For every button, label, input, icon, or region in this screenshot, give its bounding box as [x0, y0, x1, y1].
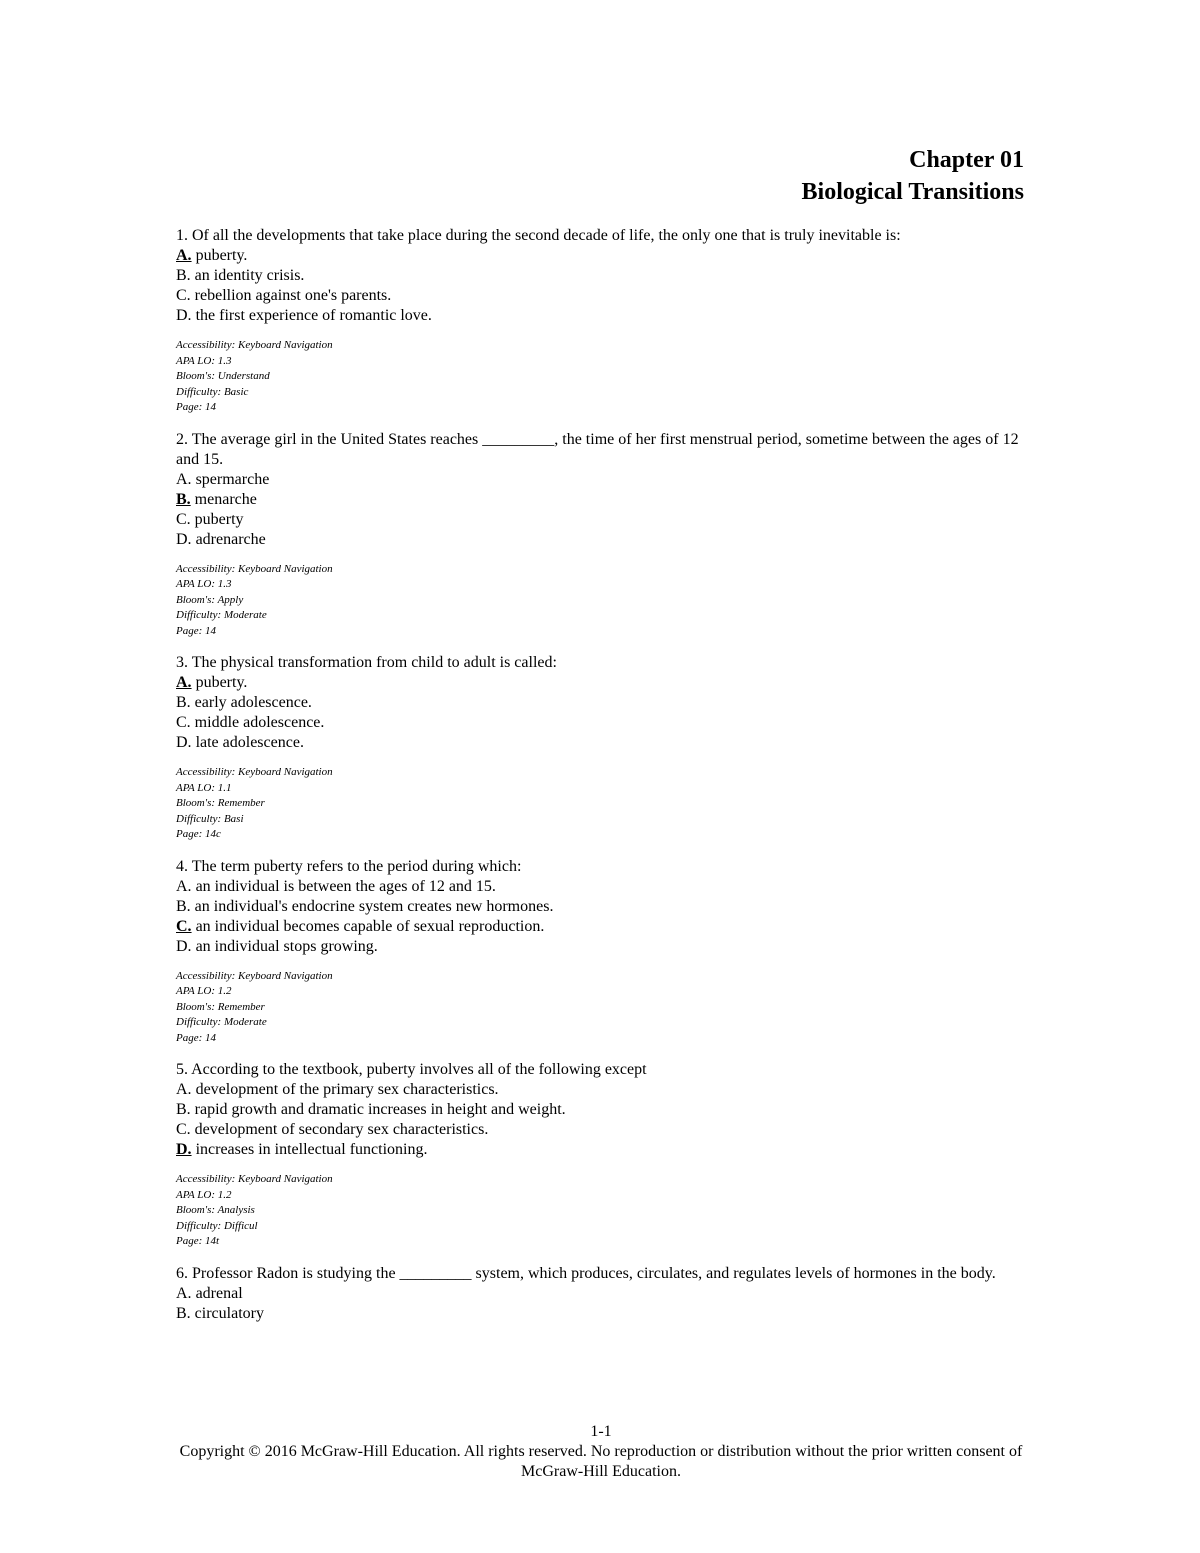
answer-text: an individual stops growing. [191, 937, 378, 955]
answer-letter: A. [176, 1081, 192, 1098]
answer-option [176, 286, 1026, 306]
metadata-line: APA LO: 1.1 [176, 781, 232, 794]
copyright-notice: Copyright © 2016 McGraw-Hill Education. All rights reserved. No reproduction or distribution without the prior written consent of McGraw-Hill Education. [179, 1443, 1023, 1480]
answer-option [176, 530, 1026, 550]
answer-text: early adolescence. [190, 694, 312, 711]
answer-text: puberty [190, 510, 244, 528]
answer-text: the first experience of romantic love. [191, 307, 432, 324]
answer-option [176, 713, 1026, 733]
metadata-line: Bloom's: Apply [176, 593, 244, 606]
question-stem: 2. The average girl in the United States reaches _________, the time of her first menstrual period, sometime between the ages of 12 and 15. [176, 430, 1019, 468]
answer-text: an individual is between the ages of 12 and 15. [191, 877, 496, 895]
answer-text: rapid growth and dramatic increases in height and weight. [190, 1101, 566, 1118]
answer-text: late adolescence. [191, 734, 304, 751]
metadata-line: Difficulty: Moderate [176, 1016, 267, 1028]
question-list [176, 226, 1026, 1338]
chapter-number: Chapter 01 [909, 147, 1024, 173]
answer-letter: C. [176, 287, 191, 304]
metadata-line: Bloom's: Remember [176, 1000, 265, 1013]
answer-option [176, 266, 1026, 286]
answer-letter: A. [176, 470, 192, 488]
answer-text: an individual's endocrine system creates new hormones. [190, 897, 554, 915]
chapter-title: Biological Transitions [801, 179, 1024, 205]
answer-option [176, 1120, 1026, 1140]
question-metadata [176, 765, 1026, 843]
answer-letter: B. [176, 1101, 191, 1118]
answer-letter: D. [176, 307, 192, 324]
question-metadata [176, 338, 1026, 416]
metadata-line: Accessibility: Keyboard Navigation [176, 1173, 333, 1185]
question-stem: 3. The physical transformation from child to adult is called: [176, 654, 557, 671]
answer-option [176, 470, 1026, 490]
answer-option [176, 1284, 1026, 1304]
answer-text: adrenal [191, 1284, 243, 1302]
answer-text: puberty. [191, 674, 248, 691]
question-4 [176, 857, 1026, 1047]
metadata-line: Page: 14 [176, 401, 217, 413]
answer-letter: C. [176, 714, 191, 731]
answer-letter: C. [176, 510, 191, 528]
answer-letter: B. [176, 897, 191, 915]
answer-option [176, 1080, 1026, 1100]
answer-option [176, 1304, 1026, 1324]
answer-text: development of the primary sex characteristics. [191, 1081, 499, 1098]
answer-option [176, 877, 1026, 897]
answer-letter: A. [176, 1284, 192, 1302]
metadata-line: Accessibility: Keyboard Navigation [176, 969, 333, 982]
metadata-line: Difficulty: Basic [176, 385, 249, 398]
question-5 [176, 1060, 1026, 1250]
answer-option [176, 490, 1026, 510]
answer-text: spermarche [191, 470, 270, 488]
correct-answer-letter: B. [176, 490, 191, 508]
correct-answer-letter: A. [176, 247, 192, 264]
answer-text: development of secondary sex characteristics. [190, 1121, 489, 1138]
question-metadata [176, 562, 1026, 640]
answer-letter: A. [176, 877, 192, 895]
question-stem: 4. The term puberty refers to the period during which: [176, 857, 522, 875]
metadata-line: Page: 14c [176, 828, 221, 840]
question-metadata [176, 969, 1026, 1047]
question-stem: 5. According to the textbook, puberty involves all of the following except [176, 1061, 647, 1078]
question-stem: 6. Professor Radon is studying the _________ system, which produces, circulates, and regulates levels of hormones in the body. [176, 1264, 996, 1282]
metadata-line: Difficulty: Difficul [176, 1219, 258, 1232]
chapter-header [802, 144, 1024, 208]
correct-answer-letter: A. [176, 674, 192, 691]
answer-letter: C. [176, 1121, 191, 1138]
answer-option [176, 897, 1026, 917]
metadata-line: Bloom's: Analysis [176, 1204, 255, 1216]
metadata-line: APA LO: 1.2 [176, 985, 232, 997]
answer-text: circulatory [190, 1304, 264, 1322]
answer-option [176, 510, 1026, 530]
metadata-line: Difficulty: Moderate [176, 609, 267, 621]
answer-option [176, 733, 1026, 753]
metadata-line: Bloom's: Understand [176, 370, 270, 382]
answer-text: increases in intellectual functioning. [191, 1141, 428, 1158]
question-1 [176, 226, 1026, 416]
metadata-line: APA LO: 1.3 [176, 578, 232, 590]
answer-option [176, 673, 1026, 693]
metadata-line: APA LO: 1.2 [176, 1188, 232, 1201]
metadata-line: Accessibility: Keyboard Navigation [176, 339, 333, 351]
answer-option [176, 246, 1026, 266]
answer-text: adrenarche [191, 530, 266, 548]
answer-option [176, 1140, 1026, 1160]
answer-text: puberty. [191, 247, 248, 264]
question-3 [176, 653, 1026, 843]
metadata-line: Accessibility: Keyboard Navigation [176, 766, 333, 778]
page-number: 1-1 [590, 1423, 612, 1440]
metadata-line: Accessibility: Keyboard Navigation [176, 562, 333, 575]
answer-option [176, 917, 1026, 937]
answer-letter: B. [176, 694, 191, 711]
metadata-line: APA LO: 1.3 [176, 354, 232, 367]
question-stem: 1. Of all the developments that take place during the second decade of life, the only one that is truly inevitable is: [176, 227, 901, 244]
answer-option [176, 1100, 1026, 1120]
answer-letter: B. [176, 1304, 191, 1322]
answer-option [176, 937, 1026, 957]
metadata-line: Bloom's: Remember [176, 797, 265, 809]
correct-answer-letter: C. [176, 917, 192, 935]
page-footer [176, 1422, 1026, 1482]
answer-letter: D. [176, 530, 192, 548]
metadata-line: Page: 14t [176, 1235, 220, 1247]
answer-letter: B. [176, 267, 191, 284]
correct-answer-letter: D. [176, 1141, 192, 1158]
answer-option [176, 306, 1026, 326]
answer-text: menarche [190, 490, 257, 508]
question-metadata [176, 1172, 1026, 1250]
answer-text: middle adolescence. [190, 714, 325, 731]
answer-option [176, 693, 1026, 713]
answer-text: an identity crisis. [190, 267, 305, 284]
question-2 [176, 430, 1026, 640]
answer-text: an individual becomes capable of sexual reproduction. [191, 917, 545, 935]
metadata-line: Page: 14 [176, 624, 217, 637]
metadata-line: Difficulty: Basi [176, 812, 244, 825]
question-6 [176, 1264, 1026, 1324]
answer-letter: D. [176, 734, 192, 751]
metadata-line: Page: 14 [176, 1031, 217, 1044]
answer-letter: D. [176, 937, 192, 955]
answer-text: rebellion against one's parents. [190, 287, 392, 304]
